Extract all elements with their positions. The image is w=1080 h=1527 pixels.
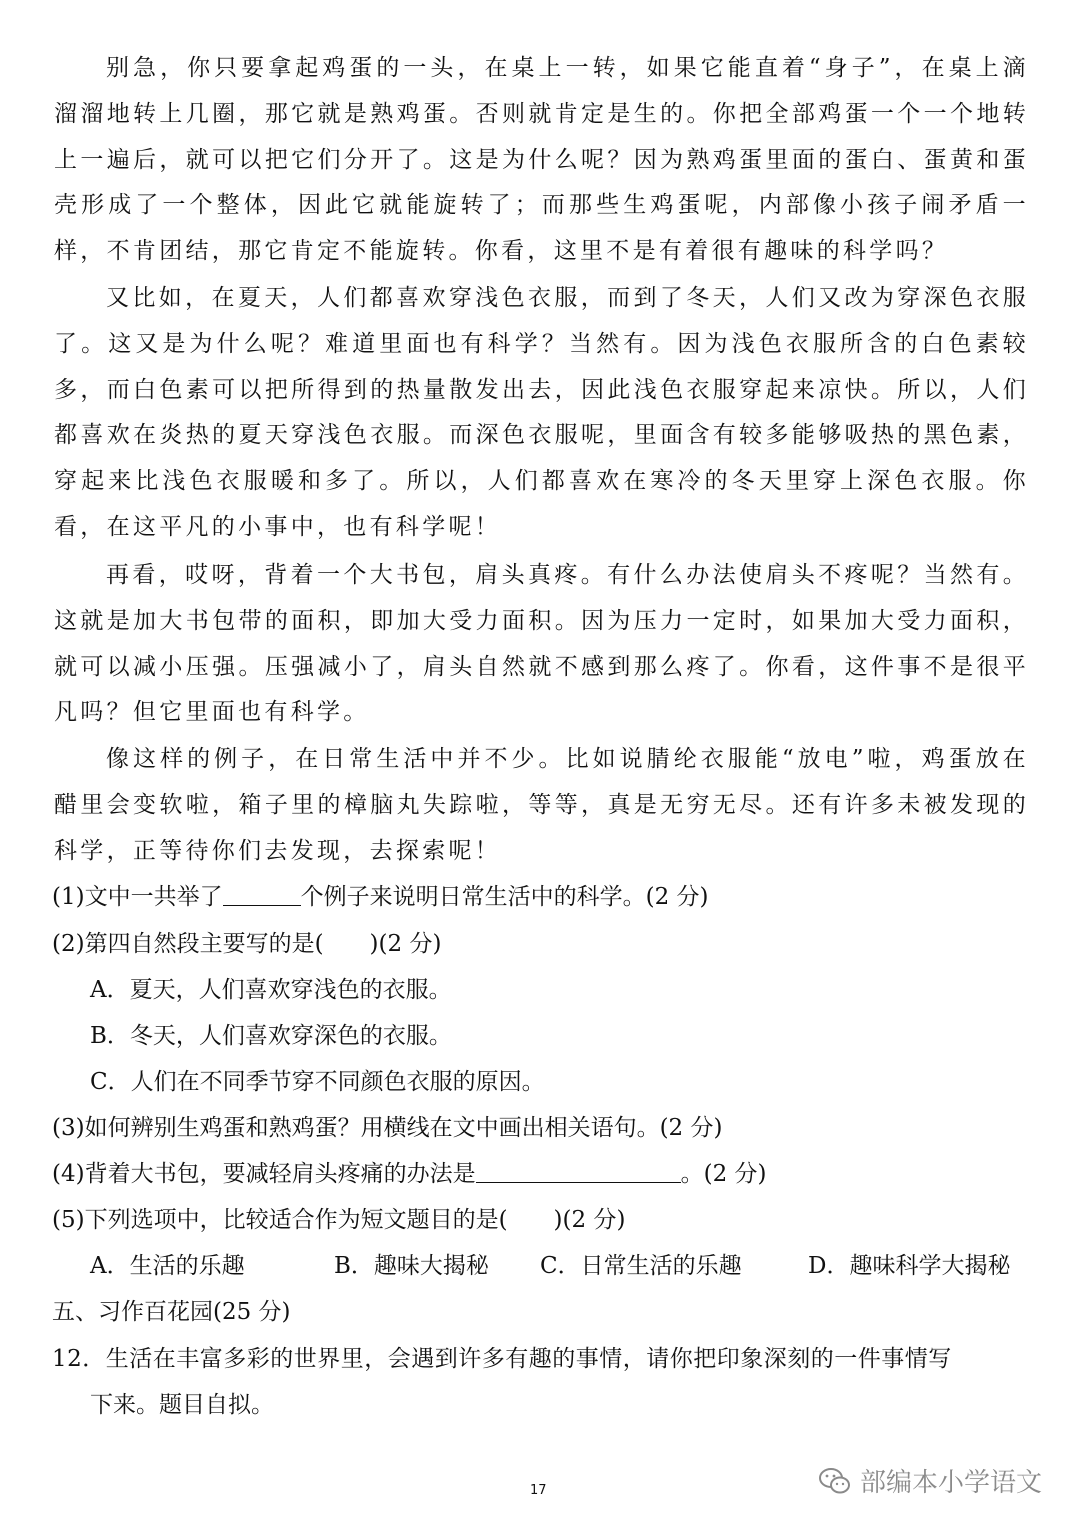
question-12-line1: 12．生活在丰富多彩的世界里，会遇到许多有趣的事情，请你把印象深刻的一件事情写 [52, 1346, 952, 1372]
q2-option-c[interactable]: C．人们在不同季节穿不同颜色衣服的原因。 [90, 1069, 545, 1095]
answer-blank-1[interactable] [223, 883, 301, 906]
section-5-title: 五、习作百花园(25 分) [52, 1299, 291, 1325]
paragraph-schoolbag: 再看，哎呀，背着一个大书包，肩头真疼。有什么办法使肩头不疼呢？当然有。这就是加大书包带的面积，即加大受力面积。因为压力一定时，如果加大受力面积，就可以减小压强。压强减小了，肩头自然就不感到那么疼了。你看，这件事不是很平凡吗？但它里面也有科学。 [54, 562, 1029, 726]
question-4: (4)背着大书包，要减轻肩头疼痛的办法是 。(2 分) [52, 1161, 767, 1187]
watermark-text: 部编本小学语文 [860, 1468, 1043, 1498]
q5-option-d[interactable]: D．趣味科学大揭秘 [808, 1253, 1011, 1279]
paragraph-clothes: 又比如，在夏天，人们都喜欢穿浅色衣服，而到了冬天，人们又改为穿深色衣服了。这又是为什么呢？难道里面也有科学？当然有。因为浅色衣服所含的白色素较多，而白色素可以把所得到的热量散发出去，因此浅色衣服穿起来凉快。所以，人们都喜欢在炎热的夏天穿浅色衣服。而深色衣服呢，里面含有较多能够吸热的黑色素，穿起来比浅色衣服暖和多了。所以，人们都喜欢在寒冷的冬天里穿上深色衣服。你看，在这平凡的小事中，也有科学呢！ [54, 285, 1029, 540]
answer-blank-4[interactable] [476, 1160, 681, 1183]
page-number: 17 [530, 1483, 547, 1498]
q2-option-a[interactable]: A．夏天，人们喜欢穿浅色的衣服。 [90, 977, 452, 1003]
q5-option-b[interactable]: B．趣味大揭秘 [334, 1253, 489, 1279]
q5-option-a[interactable]: A．生活的乐趣 [90, 1253, 245, 1279]
question-2: (2)第四自然段主要写的是( )(2 分) [52, 931, 442, 957]
watermark [818, 1462, 1042, 1499]
question-1: (1)文中一共举了 个例子来说明日常生活中的科学。(2 分) [52, 884, 709, 910]
wechat-icon [818, 1466, 852, 1496]
question-3: (3)如何辨别生鸡蛋和熟鸡蛋？用横线在文中画出相关语句。(2 分) [52, 1115, 723, 1141]
q2-option-b[interactable]: B．冬天，人们喜欢穿深色的衣服。 [90, 1023, 452, 1049]
question-5: (5)下列选项中，比较适合作为短文题目的是( )(2 分) [52, 1207, 626, 1233]
q5-option-c[interactable]: C．日常生活的乐趣 [540, 1253, 742, 1279]
question-12-line2: 下来。题目自拟。 [90, 1392, 274, 1418]
paragraph-eggs: 别急，你只要拿起鸡蛋的一头，在桌上一转，如果它能直着“身子”，在桌上滴溜溜地转上几圈，那它就是熟鸡蛋。否则就肯定是生的。你把全部鸡蛋一个一个地转上一遍后，就可以把它们分开了。这是为什么呢？因为熟鸡蛋里面的蛋白、蛋黄和蛋壳形成了一个整体，因此它就能旋转了；而那些生鸡蛋呢，内部像小孩子闹矛盾一样，不肯团结，那它肯定不能旋转。你看，这里不是有着很有趣味的科学吗？ [54, 55, 1029, 265]
paragraph-conclusion: 像这样的例子，在日常生活中并不少。比如说腈纶衣服能“放电”啦，鸡蛋放在醋里会变软啦，箱子里的樟脑丸失踪啦，等等，真是无穷无尽。还有许多未被发现的科学，正等待你们去发现，去探索呢！ [54, 746, 1029, 864]
